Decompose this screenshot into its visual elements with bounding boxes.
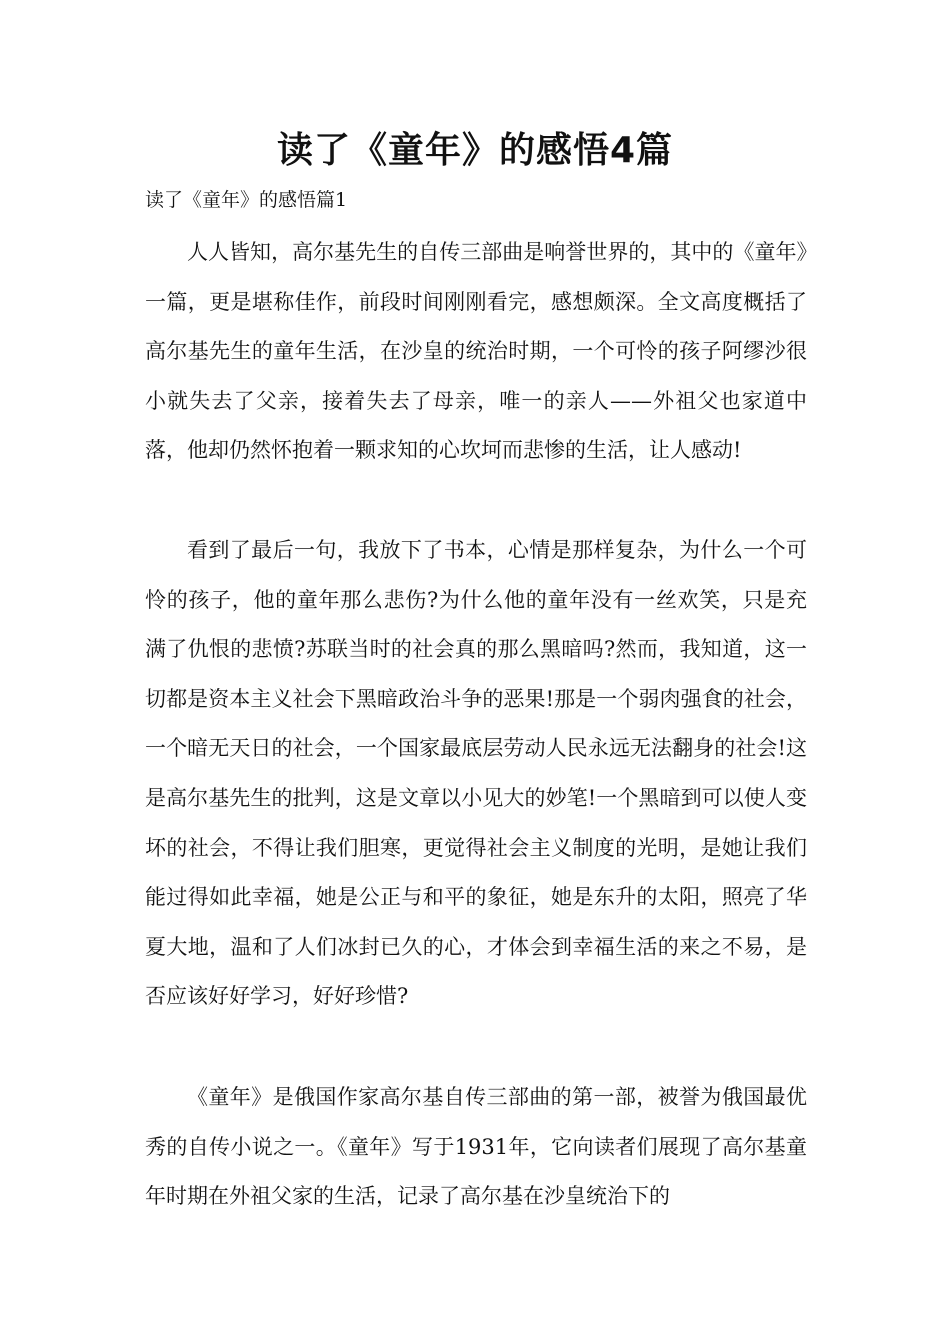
paragraph-2: 看到了最后一句，我放下了书本，心情是那样复杂，为什么一个可怜的孩子，他的童年那么悲伤?为什么他的童年没有一丝欢笑，只是充满了仇恨的悲愤?苏联当时的社会真的那么黑暗吗?然而，我知道，这一切都是资本主义社会下黑暗政治斗争的恶果!那是一个弱肉强食的社会，一个暗无天日的社会，一个国家最底层劳动人民永远无法翻身的社会!这是高尔基先生的批判，这是文章以小见大的妙笔!一个黑暗到可以使人变坏的社会，不得让我们胆寒，更觉得社会主义制度的光明，是她让我们能过得如此幸福，她是公正与和平的象征，她是东升的太阳，照亮了华夏大地，温和了人们冰封已久的心，才体会到幸福生活的来之不易，是否应该好好学习，好好珍惜? <box>145 538 807 1009</box>
paragraph-3: 《童年》是俄国作家高尔基自传三部曲的第一部，被誉为俄国最优秀的自传小说之一。《童年》写于1931年，它向读者们展现了高尔基童年时期在外祖父家的生活，记录了高尔基在沙皇统治下的 <box>145 1085 807 1209</box>
document-title: 读了《童年》的感悟4篇 <box>276 130 674 171</box>
section-heading: 读了《童年》的感悟篇1 <box>145 189 348 211</box>
paragraph-1: 人人皆知，高尔基先生的自传三部曲是响誉世界的，其中的《童年》一篇，更是堪称佳作，前段时间刚刚看完，感想颇深。全文高度概括了高尔基先生的童年生活，在沙皇的统治时期，一个可怜的孩子阿缪沙很小就失去了父亲，接着失去了母亲，唯一的亲人——外祖父也家道中落，他却仍然怀抱着一颗求知的心坎坷而悲惨的生活，让人感动! <box>145 240 807 463</box>
